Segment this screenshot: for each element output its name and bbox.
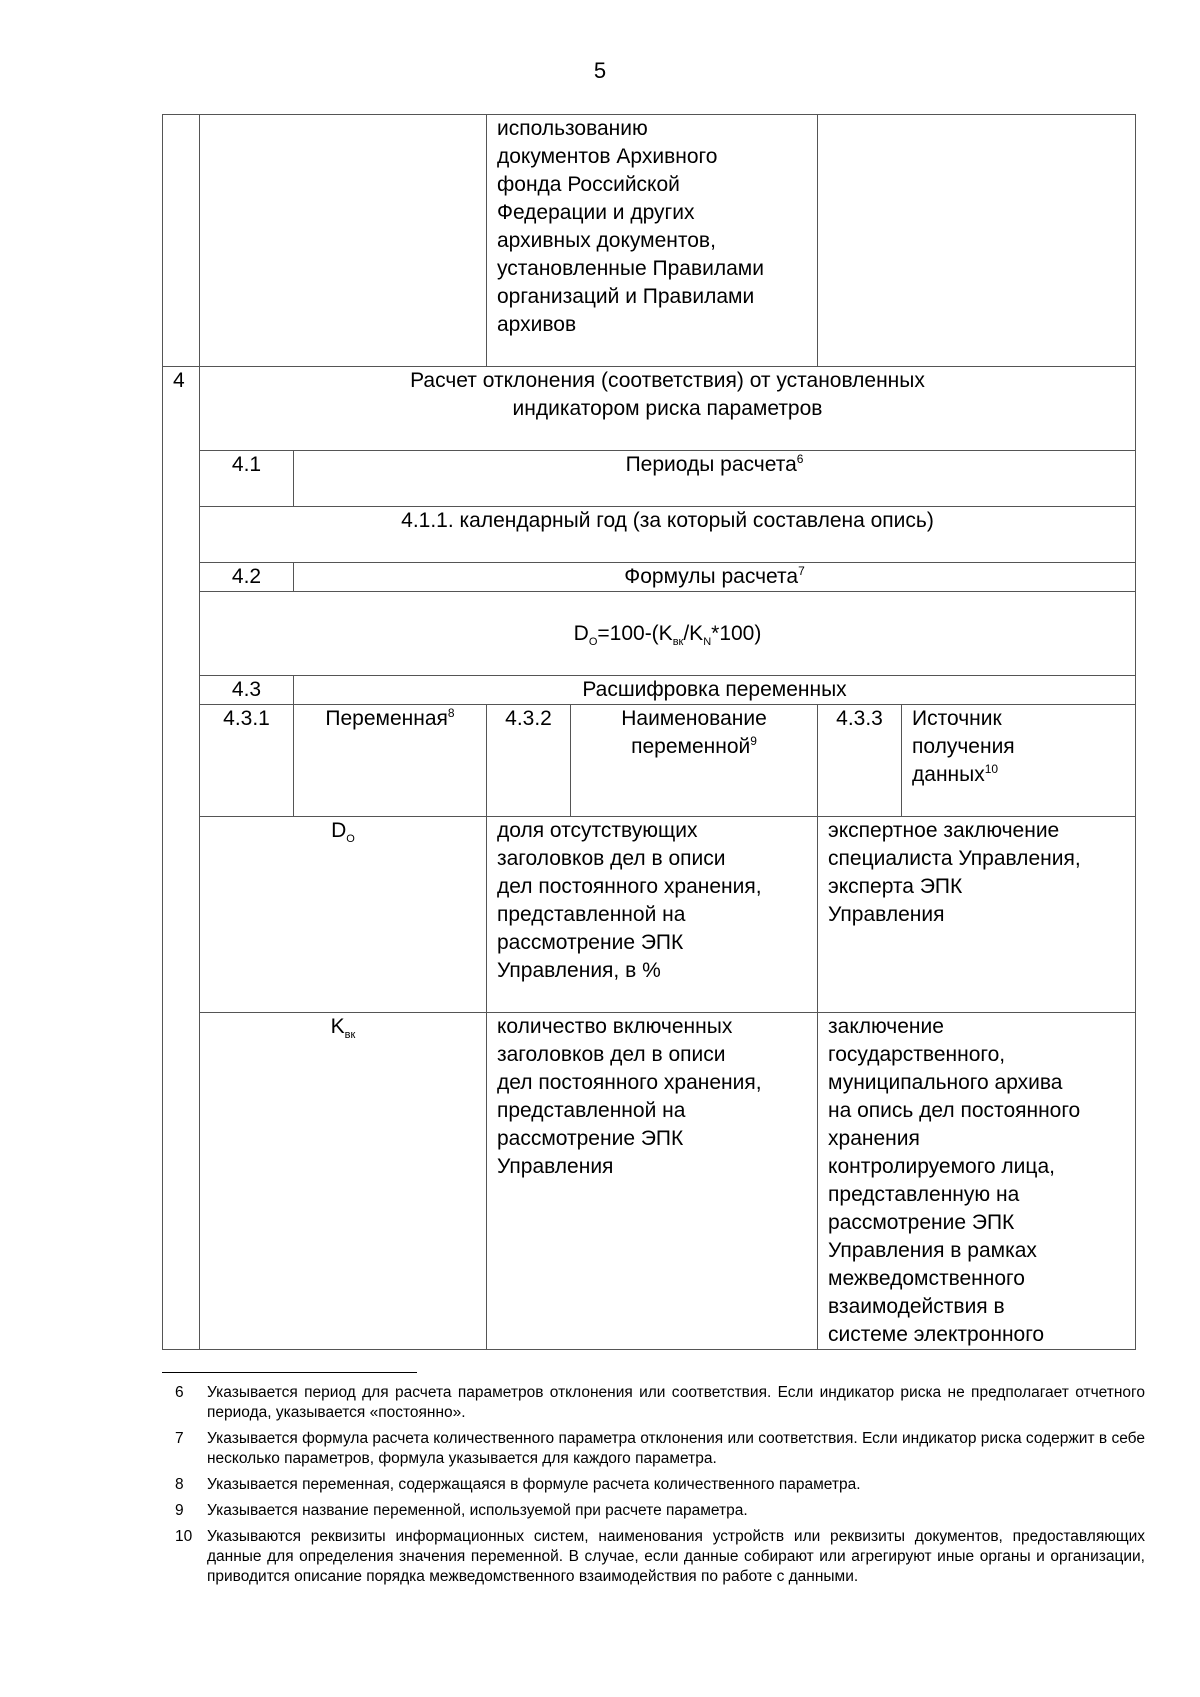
section-4-1-label-cell [294,451,1136,507]
header-4-3-2-number: 4.3.2 [487,705,571,817]
section-4-1-row [163,451,1136,507]
footnote-text: Указывается период для расчета параметров отклонения или соответствия. Если индикатор риска не предполагает отчетного периода, указывается «постоянно». [207,1384,1145,1421]
section-4-row [163,367,1136,451]
risk-indicator-table [162,114,1136,1350]
variable-name-line: дел постоянного хранения, [497,1071,762,1094]
section-4-number: 4 [163,367,200,1350]
variable-symbol-cell [200,817,487,1013]
variable-name-line: заголовков дел в описи [497,847,726,870]
section-4-3-label: Расшифровка переменных [294,676,1136,705]
row-3-line: фонда Российской [497,173,680,196]
variable-symbol: K [330,1015,345,1038]
row-3-line: использованию [497,117,648,140]
variable-source-cell [818,817,1136,1013]
variable-source-line: государственного, [828,1043,1006,1066]
footnote-8 [175,1475,1145,1495]
header-name-line2: переменной [631,735,751,758]
header-source-cell [902,705,1136,817]
variable-source-line: заключение [828,1015,944,1038]
variable-source-line: рассмотрение ЭПК [828,1211,1015,1234]
footnote-ref-6: 6 [796,452,804,466]
header-variable-cell [294,705,487,817]
variable-source-line: экспертное заключение [828,819,1060,842]
variable-source-line: эксперта ЭПК [828,875,963,898]
footnote-ref-8: 8 [447,706,455,720]
variable-name-line: доля отсутствующих [497,819,698,842]
row-3-description-cell [487,115,818,367]
formula-d: D [573,621,589,645]
section-4-title [200,367,1136,451]
header-4-3-1-number: 4.3.1 [200,705,294,817]
variable-name-line: рассмотрение ЭПК [497,1127,684,1150]
row-3-continuation [163,115,1136,367]
variable-row-kvk [163,1013,1136,1350]
footnote-number: 8 [175,1476,184,1493]
footnotes [175,1383,1145,1593]
variable-symbol: D [331,819,347,842]
variable-name-line: Управления [497,1155,614,1178]
formula [200,592,1136,676]
section-4-2-number: 4.2 [200,563,294,592]
footnote-number: 10 [175,1528,193,1545]
footnote-number: 7 [175,1430,184,1447]
footnote-separator [162,1372,417,1373]
variable-source-line: муниципального архива [828,1071,1063,1094]
variable-name-line: представленной на [497,1099,686,1122]
footnote-ref-9: 9 [750,734,757,748]
section-4-2-label-cell [294,563,1136,592]
formula-d-sub: O [588,635,598,648]
variable-source-line: системе электронного [828,1323,1045,1346]
variable-source-line: Управления [828,903,945,926]
footnote-text: Указывается формула расчета количественного параметра отклонения или соответствия. Если индикатор риска содержит в себе несколько параметров, формула указывается для каждого параметра. [207,1430,1145,1467]
variable-name-cell [487,1013,818,1350]
header-name-cell [571,705,818,817]
header-source-line1: Источник [912,707,1002,730]
footnote-7 [175,1429,1145,1469]
variable-name-line: дел постоянного хранения, [497,875,762,898]
section-4-3-number: 4.3 [200,676,294,705]
header-source-line2: получения [912,735,1015,758]
variable-symbol-sub: вк [344,1029,356,1042]
variable-source-line: хранения [828,1127,920,1150]
variable-source-line: представленную на [828,1183,1020,1206]
variable-source-line: специалиста Управления, [828,847,1081,870]
section-4-1-1-row [163,507,1136,563]
variable-symbol-cell [200,1013,487,1350]
formula-kn-sub: N [703,635,712,648]
variable-source-line: контролируемого лица, [828,1155,1055,1178]
row-3-line: документов Архивного [497,145,718,168]
row-3-line: организаций и Правилами [497,285,755,308]
row-3-line: установленные Правилами [497,257,764,280]
variable-name-line: количество включенных [497,1015,733,1038]
variable-source-line: межведомственного [828,1267,1025,1290]
variable-name-line: рассмотрение ЭПК [497,931,684,954]
section-4-1-1-text: 4.1.1. календарный год (за который составлена опись) [200,507,1136,563]
section-4-3-row [163,676,1136,705]
formula-end: *100) [711,621,762,645]
footnote-text: Указывается переменная, содержащаяся в формуле расчета количественного параметра. [207,1476,861,1493]
variable-source-cell [818,1013,1136,1350]
footnote-number: 6 [175,1384,184,1401]
section-4-2-label: Формулы расчета [624,565,799,588]
row-3-number-cell [163,115,200,367]
variable-name-line: представленной на [497,903,686,926]
variable-name-line: заголовков дел в описи [497,1043,726,1066]
footnote-10 [175,1527,1145,1587]
footnote-ref-7: 7 [798,564,805,578]
row-3-line: архивных документов, [497,229,716,252]
footnote-ref-10: 10 [984,762,999,776]
variable-source-line: на опись дел постоянного [828,1099,1081,1122]
section-4-1-number: 4.1 [200,451,294,507]
formula-mid: =100-(K [597,621,673,645]
formula-row [163,592,1136,676]
section-4-title-line2: индикатором риска параметров [512,397,823,420]
header-variable: Переменная [325,707,448,730]
variable-symbol-sub: O [346,833,355,846]
variable-source-line: взаимодействия в [828,1295,1005,1318]
page-number: 5 [593,58,607,83]
header-source-line3: данных [912,763,985,786]
row-3-col2-cell [200,115,487,367]
row-3-col4-cell [818,115,1136,367]
variables-header-row [163,705,1136,817]
variable-row-do [163,817,1136,1013]
variable-source-line: Управления в рамках [828,1239,1037,1262]
formula-slash: /K [683,621,704,645]
section-4-title-line1: Расчет отклонения (соответствия) от установленных [410,369,925,392]
footnote-6 [175,1383,1145,1423]
footnote-9 [175,1501,1145,1521]
footnote-text: Указываются реквизиты информационных систем, наименования устройств или реквизиты документов, предоставляющих данные для определения значения переменной. В случае, если данные собирают или агрегируют иные органы и организации, приводится описание порядка межведомственного взаимодействия по работе с данными. [207,1528,1145,1585]
variable-name-cell [487,817,818,1013]
section-4-2-row [163,563,1136,592]
header-name-line1: Наименование [621,707,767,730]
section-4-1-label: Периоды расчета [625,453,797,476]
formula-kvk-sub: вк [672,635,684,648]
footnote-text: Указывается название переменной, используемой при расчете параметра. [207,1502,748,1519]
row-3-line: Федерации и других [497,201,695,224]
header-4-3-3-number: 4.3.3 [818,705,902,817]
footnote-number: 9 [175,1502,184,1519]
variable-name-line: Управления, в % [497,959,661,982]
row-3-line: архивов [497,313,577,336]
